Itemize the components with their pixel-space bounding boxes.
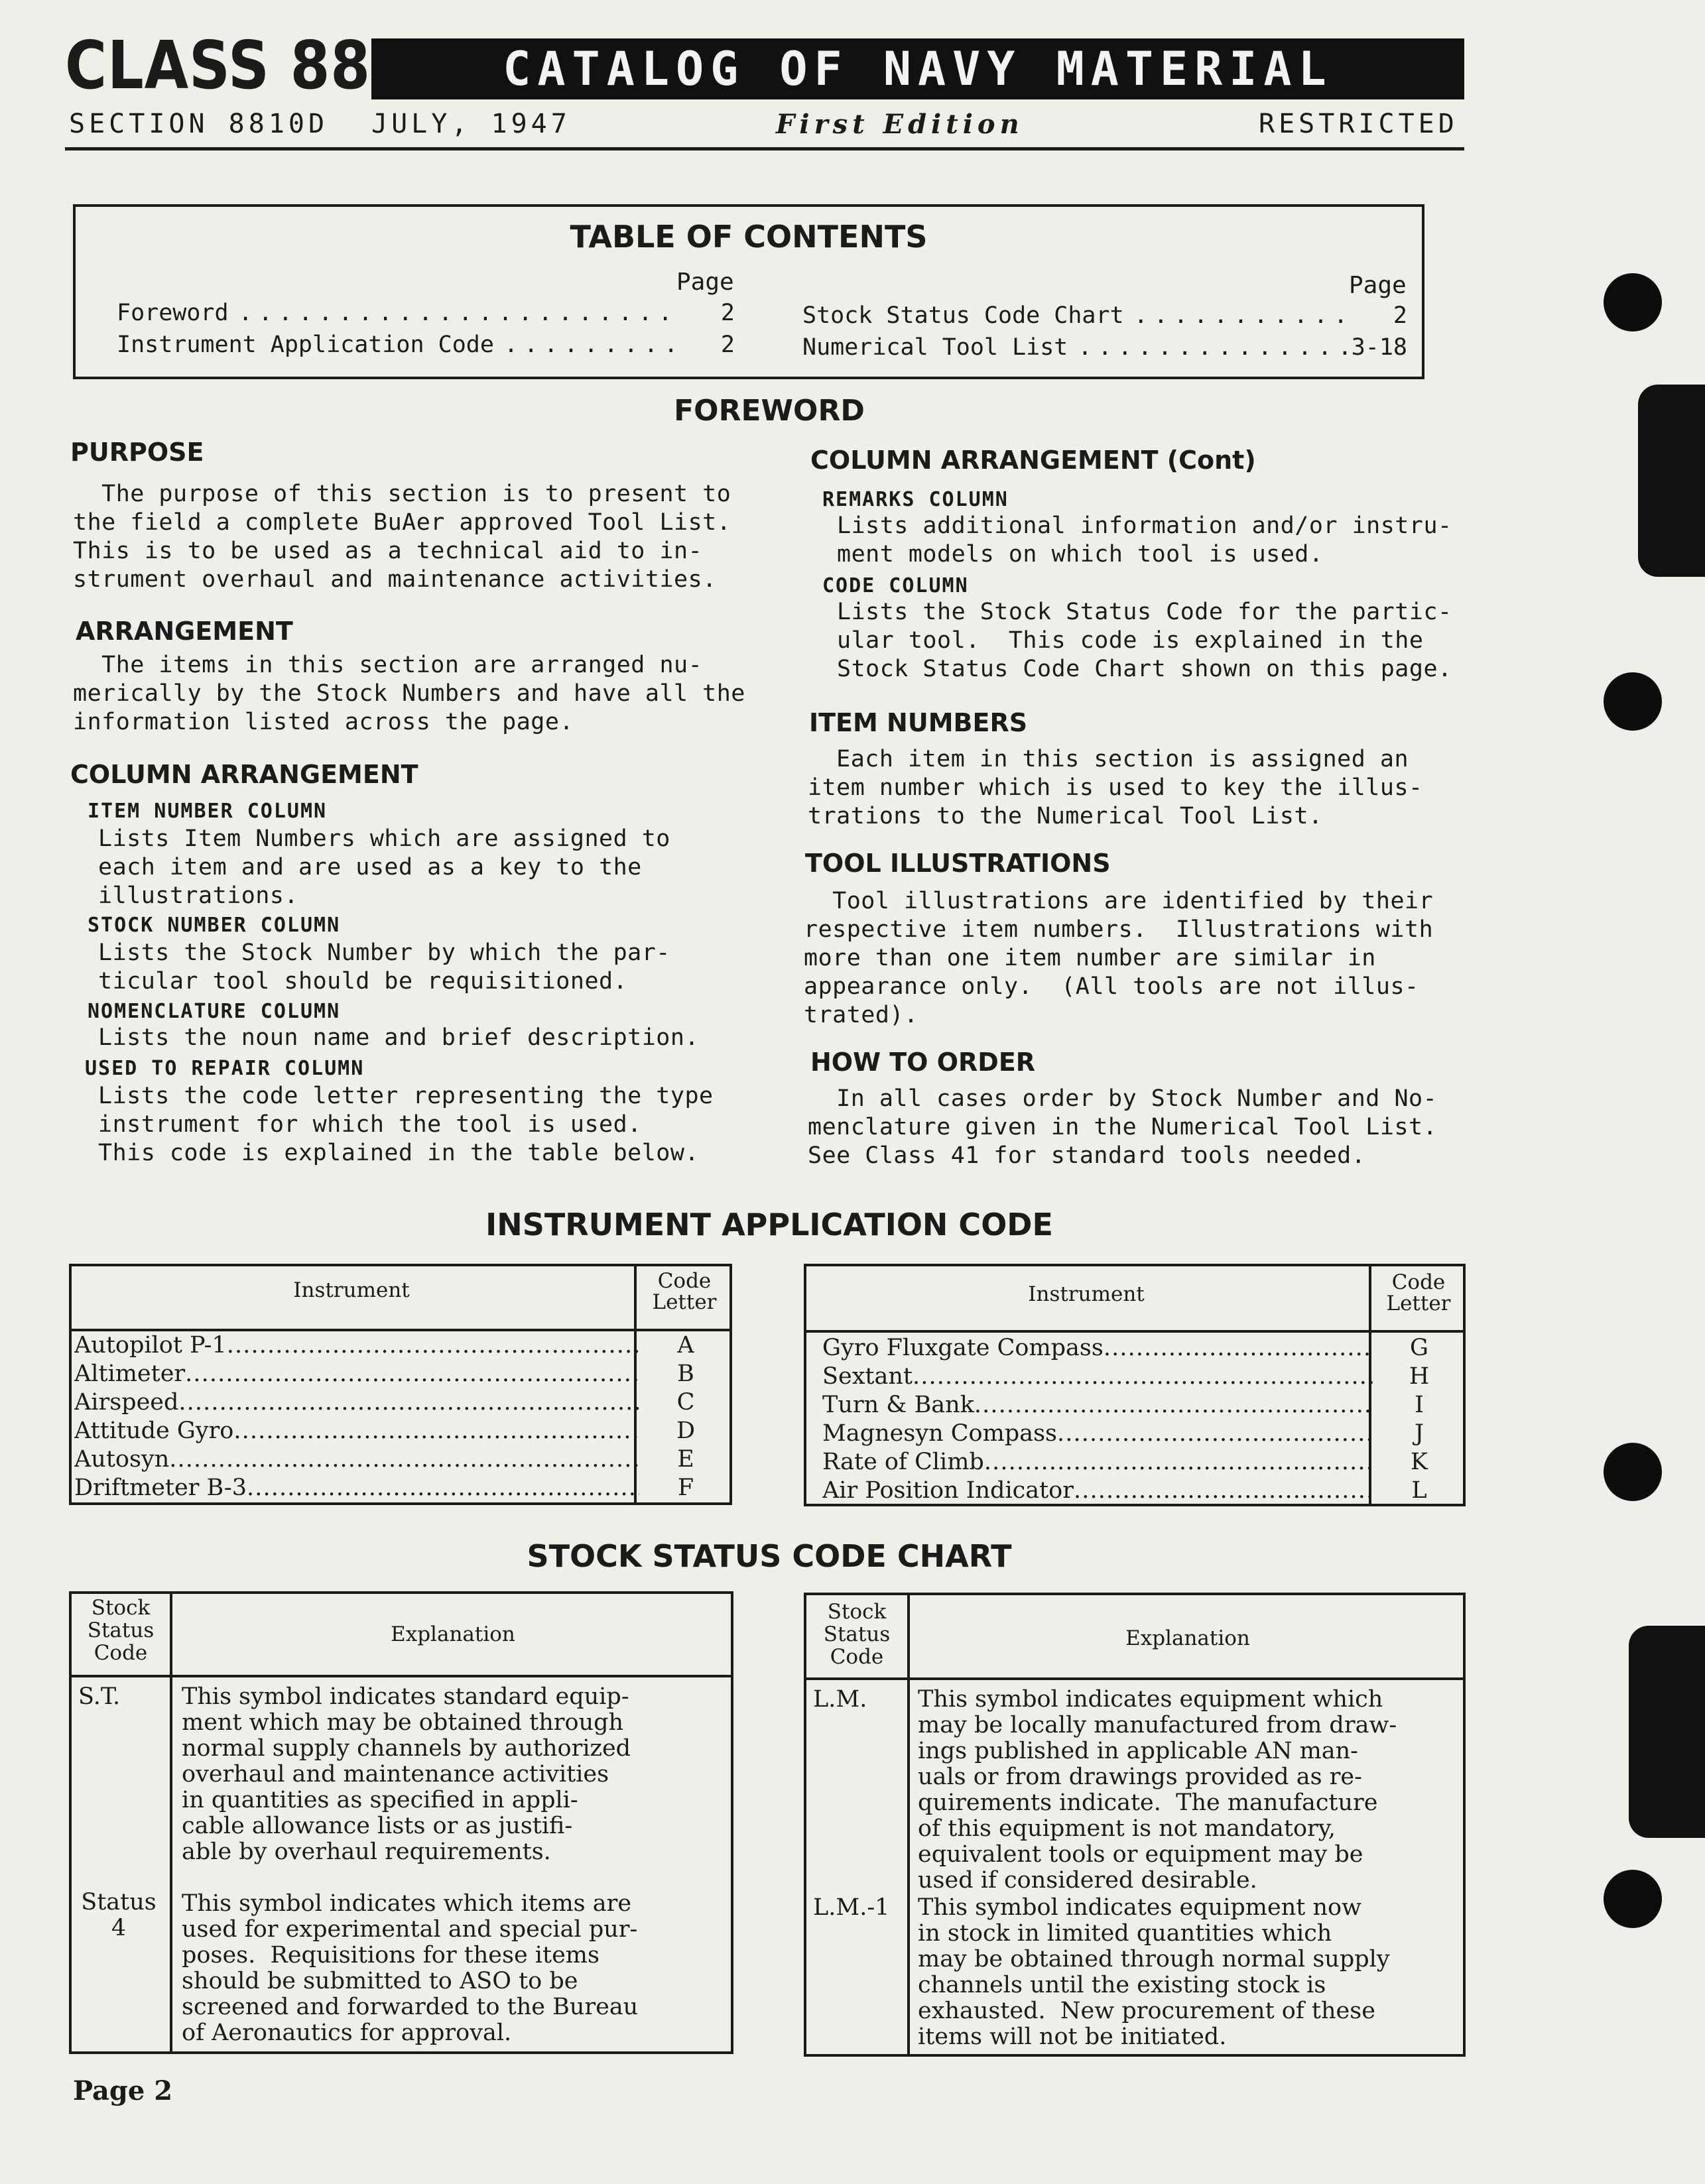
binder-hole — [1604, 1870, 1662, 1928]
nomenclature-column-heading: NOMENCLATURE COLUMN — [88, 1000, 341, 1023]
code-letter: B — [677, 1361, 694, 1387]
instrument-code-rows-right — [822, 1334, 1466, 1505]
toc-page-heading-right: Page — [1349, 272, 1407, 299]
code-letter: A — [677, 1332, 694, 1359]
table-column-divider — [907, 1593, 910, 2057]
code-letter: G — [1410, 1335, 1428, 1361]
stock-status-explanation: This symbol indicates which items are used for experimental and special pur- poses. Requisitions for these items should be submitted to ASO to be screened and forwarded to the Bureau of Aeronautics for approval. — [182, 1890, 639, 2046]
stock-number-column-text: Lists the Stock Number by which the par- ticular tool should be requisitioned. — [98, 940, 670, 995]
toc-entry-page: 2 — [720, 300, 735, 326]
binder-edge-tab — [1638, 385, 1705, 577]
table-row — [822, 1363, 1466, 1391]
table-row — [74, 1474, 732, 1502]
code-letter: D — [676, 1418, 696, 1444]
toc-page-heading-left: Page — [676, 269, 734, 296]
section-number: SECTION 8810D — [69, 109, 329, 139]
binder-edge-tab — [1629, 1626, 1705, 1838]
toc-entry-label: Stock Status Code Chart . . . — [802, 302, 1348, 329]
instrument-code-title: INSTRUMENT APPLICATION CODE — [485, 1207, 1053, 1243]
tool-illustrations-heading: TOOL ILLUSTRATIONS — [805, 849, 1111, 878]
instrument-name: Autopilot P-1 . . . — [74, 1331, 639, 1360]
binder-hole — [1604, 1443, 1662, 1501]
toc-title: TABLE OF CONTENTS — [570, 219, 928, 255]
page-number: Page 2 — [73, 2075, 173, 2106]
code-header-line: Code — [657, 1269, 712, 1293]
table-row — [74, 1388, 732, 1417]
catalog-title: CATALOG OF NAVY MATERIAL — [503, 42, 1333, 96]
remarks-column-heading: REMARKS COLUMN — [822, 488, 1009, 511]
purpose-text: The purpose of this section is to present to the field a complete BuAer approved Tool List. This is to be used as a technical aid to in- strument overhaul and maintenance activities. — [73, 481, 731, 593]
instrument-name: Rate of Climb . . . — [822, 1448, 1373, 1477]
instrument-column-header: Instrument — [1028, 1282, 1145, 1306]
nomenclature-column-text: Lists the noun name and brief description. — [98, 1024, 700, 1051]
code-letter: E — [677, 1446, 694, 1473]
code-letter: K — [1410, 1449, 1428, 1475]
how-to-order-text: In all cases order by Stock Number and No- menclature given in the Numerical Tool List. See Class 41 for standard tools needed. — [808, 1085, 1438, 1169]
toc-entry-page: 3-18 — [1351, 334, 1407, 361]
instrument-name: Altimeter . . . — [74, 1360, 639, 1388]
instrument-name: Driftmeter B-3 . . . — [74, 1474, 639, 1502]
arrangement-heading: ARRANGEMENT — [76, 617, 293, 646]
table-row — [822, 1477, 1466, 1505]
item-numbers-text: Each item in this section is assigned an item number which is used to key the illus- trations to the Numerical Tool List. — [808, 746, 1423, 829]
item-numbers-heading: ITEM NUMBERS — [809, 708, 1028, 737]
binder-hole — [1604, 672, 1662, 731]
stock-status-code: L.M. — [813, 1686, 867, 1713]
stock-status-code: L.M.-1 — [813, 1894, 890, 1921]
toc-entry-tool-list[interactable] — [802, 334, 1407, 361]
letter-header-line: Letter — [1386, 1292, 1451, 1315]
purpose-heading: PURPOSE — [70, 438, 204, 467]
code-letter: L — [1411, 1477, 1427, 1504]
toc-entry-stock-status[interactable] — [802, 302, 1407, 329]
catalog-title-bar — [371, 38, 1464, 99]
table-header-rule — [804, 1677, 1466, 1680]
toc-entry-foreword[interactable] — [117, 300, 735, 326]
letter-header-line: Letter — [652, 1290, 717, 1314]
table-row — [822, 1420, 1466, 1448]
instrument-name: Magnesyn Compass . . . — [822, 1420, 1373, 1448]
toc-entry-page: 2 — [720, 332, 735, 358]
stock-status-code-header — [72, 1597, 170, 1664]
instrument-name: Turn & Bank . . . — [822, 1391, 1373, 1420]
code-letter: J — [1414, 1420, 1424, 1447]
table-header-rule — [804, 1330, 1466, 1333]
instrument-name: Air Position Indicator . . . — [822, 1477, 1373, 1505]
code-letter: C — [676, 1389, 695, 1416]
arrangement-text: The items in this section are arranged nu- merically by the Stock Numbers and have all the information listed across the page. — [73, 652, 745, 735]
table-row — [74, 1331, 732, 1360]
class-label: CLASS 88 — [65, 27, 371, 104]
stock-status-title: STOCK STATUS CODE CHART — [527, 1538, 1012, 1574]
table-row — [822, 1448, 1466, 1477]
header-line: Code — [830, 1645, 884, 1669]
edition-label: First Edition — [776, 109, 1024, 140]
stock-status-explanation: This symbol indicates equipment now in stock in limited quantities which may be obtained through normal supply channels until the existing stock is exhausted. New procurement of these items will not be initiated. — [918, 1894, 1390, 2050]
header-line: Code — [94, 1641, 148, 1665]
explanation-header: Explanation — [391, 1622, 515, 1646]
stock-status-explanation: This symbol indicates standard equip- ment which may be obtained through normal supply channels by authorized overhaul and maintenance activities in quantities as specified in appli- cable allowance lists or as justifi- able by overhaul requirements. — [182, 1683, 631, 1865]
table-row — [74, 1360, 732, 1388]
toc-entry-label: Foreword . . . — [117, 300, 675, 326]
header-line: Stock — [827, 1600, 887, 1624]
code-column-text: Lists the Stock Status Code for the partic- ular tool. This code is explained in the Stock Status Code Chart shown on this page. — [837, 599, 1452, 682]
stock-status-explanation: This symbol indicates equipment which may be locally manufactured from draw- ings published in applicable AN man- uals or from drawings provided as re- quirements indicate. The manufacture of this equipment is not mandatory, equivalent tools or equipment may be used if considered desirable. — [918, 1686, 1397, 1894]
stock-status-code: Status 4 — [81, 1889, 157, 1941]
header-line: Status — [87, 1618, 155, 1642]
classification-label: RESTRICTED — [1259, 109, 1458, 139]
toc-entry-page: 2 — [1393, 302, 1407, 329]
publication-date: JULY, 1947 — [371, 109, 571, 139]
table-column-divider — [170, 1591, 172, 2054]
table-row — [74, 1417, 732, 1445]
instrument-name: Autosyn . . . — [74, 1445, 639, 1474]
code-letter: F — [677, 1475, 694, 1501]
table-row — [74, 1445, 732, 1474]
foreword-title: FOREWORD — [674, 394, 865, 428]
binder-hole — [1604, 273, 1662, 332]
stock-number-column-heading: STOCK NUMBER COLUMN — [88, 914, 341, 937]
stock-status-code-header — [806, 1601, 907, 1668]
toc-entry-label: Numerical Tool List . . . — [802, 334, 1348, 361]
stock-status-code: S.T. — [78, 1683, 121, 1710]
item-number-column-text: Lists Item Numbers which are assigned to each item and are used as a key to the illustrations. — [98, 825, 670, 909]
instrument-name: Gyro Fluxgate Compass . . . — [822, 1334, 1373, 1363]
instrument-column-header: Instrument — [293, 1278, 410, 1302]
header-line: Stock — [91, 1596, 151, 1620]
header-line: Status — [823, 1622, 891, 1646]
used-to-repair-column-heading: USED TO REPAIR COLUMN — [85, 1057, 365, 1080]
explanation-header: Explanation — [1125, 1626, 1250, 1650]
toc-entry-label: Instrument Application Code . . . — [117, 332, 675, 358]
table-row — [822, 1334, 1466, 1363]
remarks-column-text: Lists additional information and/or instru- ment models on which tool is used. — [837, 513, 1452, 568]
code-letter-column-header — [637, 1270, 732, 1313]
code-letter: H — [1409, 1363, 1430, 1390]
code-column-heading: CODE COLUMN — [822, 574, 969, 597]
column-arrangement-cont-heading: COLUMN ARRANGEMENT (Cont) — [810, 446, 1256, 475]
table-header-rule — [69, 1675, 733, 1677]
code-letter-column-header — [1371, 1272, 1466, 1314]
code-letter: I — [1415, 1392, 1424, 1418]
column-arrangement-heading: COLUMN ARRANGEMENT — [70, 760, 418, 789]
tool-illustrations-text: Tool illustrations are identified by their respective item numbers. Illustrations with more than one item number are similar in appearance only. (All tools are not illus- trated). — [804, 888, 1434, 1028]
item-number-column-heading: ITEM NUMBER COLUMN — [88, 800, 328, 823]
code-header-line: Code — [1391, 1270, 1446, 1294]
table-row — [822, 1391, 1466, 1420]
instrument-name: Attitude Gyro . . . — [74, 1417, 639, 1445]
header-rule — [65, 147, 1464, 151]
instrument-name: Sextant . . . — [822, 1363, 1373, 1391]
used-to-repair-column-text: Lists the code letter representing the type instrument for which the tool is used. This code is explained in the table below. — [98, 1083, 714, 1166]
how-to-order-heading: HOW TO ORDER — [810, 1048, 1036, 1077]
instrument-code-rows-left — [74, 1331, 732, 1502]
toc-entry-instrument-code[interactable] — [117, 332, 735, 358]
instrument-name: Airspeed . . . — [74, 1388, 639, 1417]
